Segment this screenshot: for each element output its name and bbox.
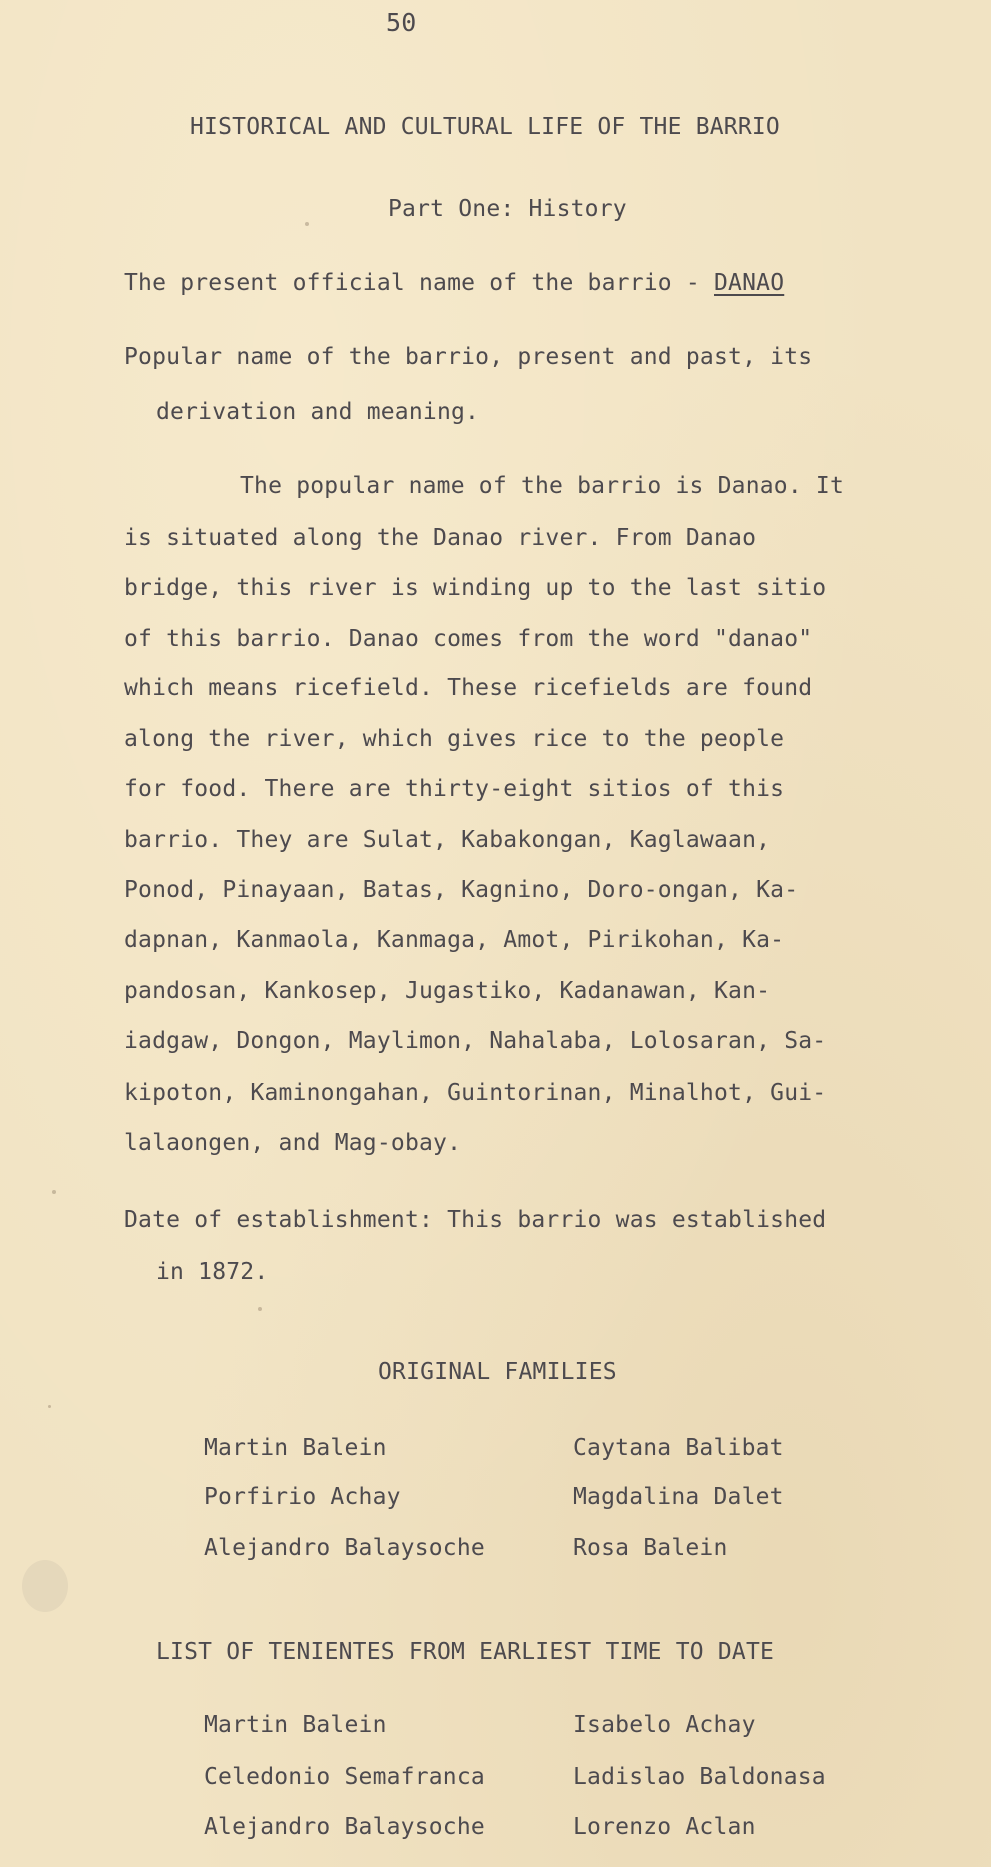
establishment-line-2: in 1872. <box>156 1259 269 1285</box>
popular-name-heading-line-1: Popular name of the barrio, present and past, its <box>124 344 813 370</box>
narrative-line: lalaongen, and Mag-obay. <box>124 1130 462 1156</box>
narrative-line: of this barrio. Danao comes from the word "danao" <box>124 626 813 652</box>
family-name: Rosa Balein <box>573 1535 728 1561</box>
narrative-line: is situated along the Danao river. From Danao <box>124 525 757 551</box>
original-families-heading: ORIGINAL FAMILIES <box>378 1359 617 1385</box>
narrative-line: which means ricefield. These ricefields are found <box>124 675 813 701</box>
narrative-line: pandosan, Kankosep, Jugastiko, Kadanawan, Kan- <box>124 978 771 1004</box>
teniente-name: Lorenzo Aclan <box>573 1814 756 1840</box>
teniente-name: Ladislao Baldonasa <box>573 1764 826 1790</box>
document-title: HISTORICAL AND CULTURAL LIFE OF THE BARRIO <box>190 114 780 140</box>
official-name-label: The present official name of the barrio - <box>124 270 700 296</box>
popular-name-heading-line-2: derivation and meaning. <box>156 399 480 425</box>
section-subtitle: Part One: History <box>388 196 627 222</box>
paper-stain <box>22 1560 68 1612</box>
teniente-name: Martin Balein <box>204 1712 387 1738</box>
official-name-line <box>124 268 784 298</box>
narrative-line: along the river, which gives rice to the people <box>124 726 785 752</box>
teniente-name: Alejandro Balaysoche <box>204 1814 485 1840</box>
paper-speck <box>305 222 309 226</box>
paper-speck <box>48 1405 51 1408</box>
narrative-line: Ponod, Pinayaan, Batas, Kagnino, Doro-ongan, Ka- <box>124 877 799 903</box>
paper-speck <box>52 1190 56 1194</box>
family-name: Martin Balein <box>204 1435 387 1461</box>
page-number: 50 <box>386 8 417 37</box>
paper-speck <box>258 1307 262 1311</box>
narrative-line: for food. There are thirty-eight sitios of this <box>124 776 785 802</box>
family-name: Porfirio Achay <box>204 1484 401 1510</box>
family-name: Magdalina Dalet <box>573 1484 784 1510</box>
narrative-line: iadgaw, Dongon, Maylimon, Nahalaba, Lolosaran, Sa- <box>124 1028 827 1054</box>
narrative-line: barrio. They are Sulat, Kabakongan, Kaglawaan, <box>124 827 771 853</box>
teniente-name: Celedonio Semafranca <box>204 1764 485 1790</box>
family-name: Caytana Balibat <box>573 1435 784 1461</box>
official-name-value: DANAO <box>714 270 785 296</box>
narrative-line: bridge, this river is winding up to the last sitio <box>124 575 827 601</box>
narrative-line: dapnan, Kanmaola, Kanmaga, Amot, Pirikohan, Ka- <box>124 927 785 953</box>
narrative-line: The popular name of the barrio is Danao. It <box>240 473 845 499</box>
tenientes-heading: LIST OF TENIENTES FROM EARLIEST TIME TO DATE <box>156 1639 775 1665</box>
teniente-name: Isabelo Achay <box>573 1712 756 1738</box>
establishment-line-1: Date of establishment: This barrio was established <box>124 1207 827 1233</box>
family-name: Alejandro Balaysoche <box>204 1535 485 1561</box>
narrative-line: kipoton, Kaminongahan, Guintorinan, Minalhot, Gui- <box>124 1080 827 1106</box>
